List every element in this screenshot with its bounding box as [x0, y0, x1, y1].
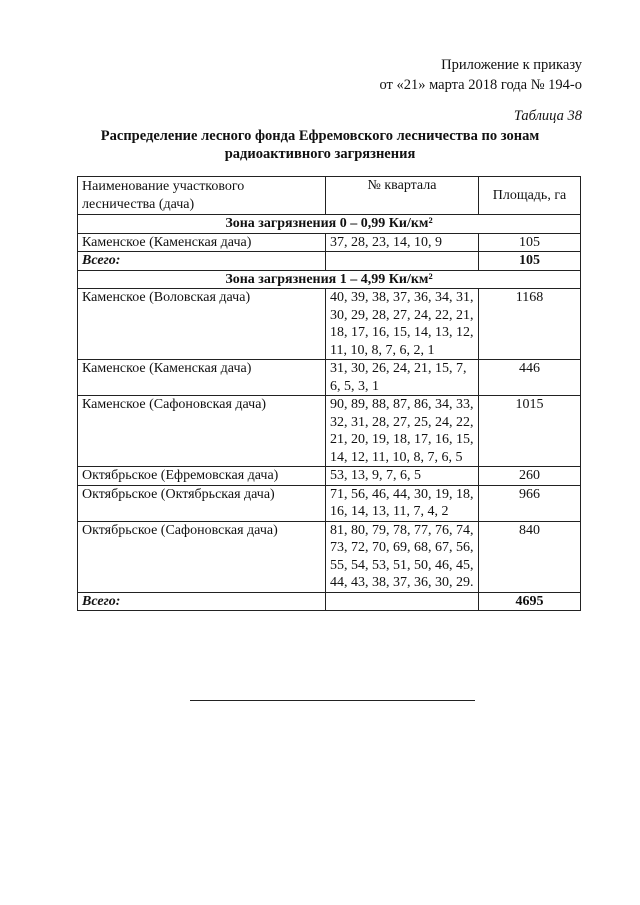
- area-value: 446: [479, 360, 581, 396]
- area-value: 260: [479, 467, 581, 486]
- zone-header-row: [78, 270, 581, 289]
- forest-fund-table: [77, 176, 581, 611]
- area-value: 105: [479, 233, 581, 252]
- quarter-numbers: 31, 30, 26, 24, 21, 15, 7, 6, 5, 3, 1: [326, 360, 479, 396]
- table-header-row: [78, 177, 581, 215]
- table-row: [78, 289, 581, 360]
- forestry-name: Октябрьское (Ефремовская дача): [78, 467, 326, 486]
- forestry-name: Октябрьское (Октябрьская дача): [78, 485, 326, 521]
- table-row: [78, 467, 581, 486]
- table-row: [78, 233, 581, 252]
- closing-rule-divider: [190, 700, 475, 701]
- total-row: [78, 252, 581, 271]
- table-row: [78, 396, 581, 467]
- total-empty-cell: [326, 592, 479, 611]
- area-value: 1168: [479, 289, 581, 360]
- total-value: 4695: [479, 592, 581, 611]
- table-row: [78, 521, 581, 592]
- area-value: 840: [479, 521, 581, 592]
- forestry-name: Каменское (Воловская дача): [78, 289, 326, 360]
- column-header-name: Наименование участкового лесничества (дача): [78, 177, 326, 215]
- total-row: [78, 592, 581, 611]
- appendix-line-1: Приложение к приказу: [441, 57, 582, 73]
- area-value: 1015: [479, 396, 581, 467]
- forestry-name: Каменское (Каменская дача): [78, 233, 326, 252]
- appendix-reference: [379, 55, 582, 95]
- quarter-numbers: 90, 89, 88, 87, 86, 34, 33, 32, 31, 28, 27, 25, 24, 22, 21, 20, 19, 18, 17, 16, 15, 14, 12, 11, 10, 8, 7, 6, 5: [326, 396, 479, 467]
- quarter-numbers: 81, 80, 79, 78, 77, 76, 74, 73, 72, 70, 69, 68, 67, 56, 55, 54, 53, 51, 50, 46, 45, 44, 43, 38, 37, 36, 30, 29.: [326, 521, 479, 592]
- appendix-line-2: от «21» марта 2018 года № 194-о: [379, 77, 582, 93]
- total-label: Всего:: [78, 252, 326, 271]
- forestry-name: Октябрьское (Сафоновская дача): [78, 521, 326, 592]
- column-header-quarter: № квартала: [326, 177, 479, 215]
- quarter-numbers: 71, 56, 46, 44, 30, 19, 18, 16, 14, 13, 11, 7, 4, 2: [326, 485, 479, 521]
- table-row: [78, 485, 581, 521]
- total-value: 105: [479, 252, 581, 271]
- area-value: 966: [479, 485, 581, 521]
- zone-label: Зона загрязнения 0 – 0,99 Ки/км²: [78, 215, 581, 234]
- forestry-name: Каменское (Сафоновская дача): [78, 396, 326, 467]
- zone-label: Зона загрязнения 1 – 4,99 Ки/км²: [78, 270, 581, 289]
- total-empty-cell: [326, 252, 479, 271]
- table-number: Таблица 38: [513, 108, 582, 124]
- zone-header-row: [78, 215, 581, 234]
- forestry-name: Каменское (Каменская дача): [78, 360, 326, 396]
- table-row: [78, 360, 581, 396]
- quarter-numbers: 40, 39, 38, 37, 36, 34, 31, 30, 29, 28, 27, 24, 22, 21, 18, 17, 16, 15, 14, 13, 12, 11, 10, 8, 7, 6, 2, 1: [326, 289, 479, 360]
- quarter-numbers: 37, 28, 23, 14, 10, 9: [326, 233, 479, 252]
- column-header-area: Площадь, га: [479, 177, 581, 215]
- document-title: Распределение лесного фонда Ефремовского лесничества по зонам радиоактивного загрязнения: [100, 128, 540, 162]
- total-label: Всего:: [78, 592, 326, 611]
- quarter-numbers: 53, 13, 9, 7, 6, 5: [326, 467, 479, 486]
